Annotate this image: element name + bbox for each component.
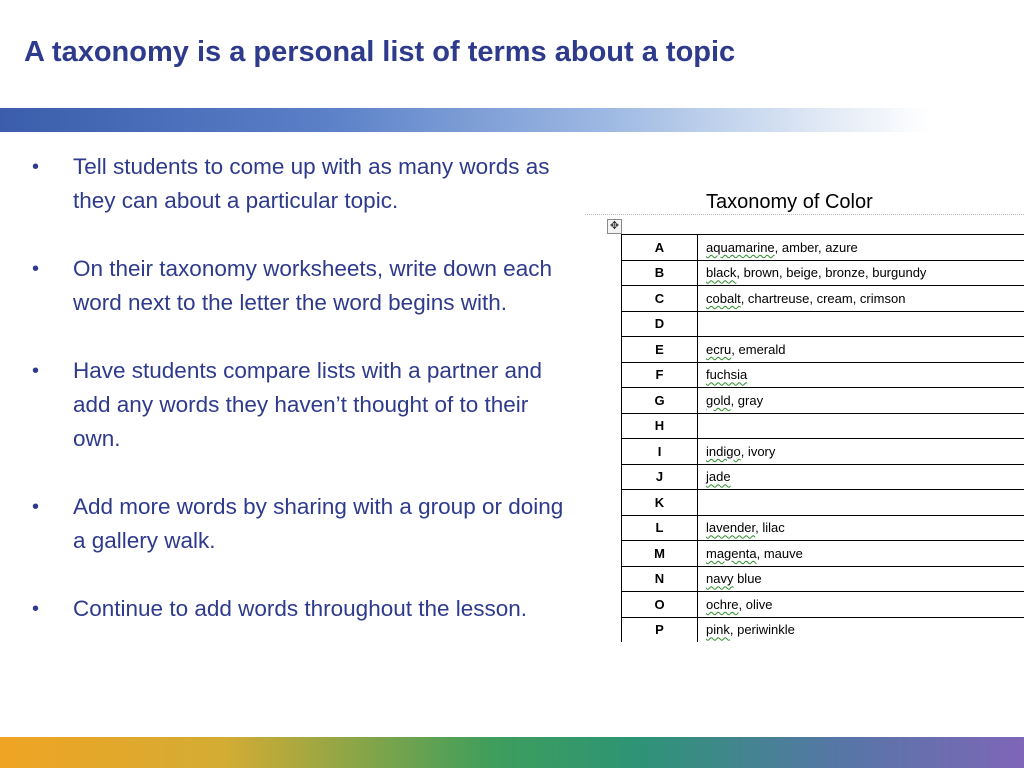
bullet-item (30, 354, 580, 456)
misspelled-word: ochre (706, 596, 739, 612)
taxonomy-letter: P (622, 617, 698, 642)
word-list-rest: , lilac (755, 520, 785, 536)
misspelled-word: navy (706, 571, 734, 587)
word-list-rest: blue (733, 571, 762, 587)
taxonomy-words[interactable] (698, 235, 1024, 261)
taxonomy-words[interactable] (698, 362, 1024, 388)
taxonomy-letter: I (622, 439, 698, 465)
taxonomy-table (621, 234, 1024, 642)
taxonomy-row (622, 592, 1024, 618)
misspelled-word: jade (706, 469, 731, 485)
taxonomy-letter: M (622, 541, 698, 567)
taxonomy-words[interactable] (698, 337, 1024, 363)
taxonomy-title: Taxonomy of Color (706, 191, 873, 213)
bullet-list (30, 150, 580, 660)
taxonomy-row (622, 541, 1024, 567)
taxonomy-letter: B (622, 260, 698, 286)
taxonomy-words[interactable] (698, 439, 1024, 465)
taxonomy-row (622, 388, 1024, 414)
taxonomy-row (622, 362, 1024, 388)
taxonomy-row (622, 337, 1024, 363)
taxonomy-row (622, 413, 1024, 439)
taxonomy-letter: N (622, 566, 698, 592)
taxonomy-words[interactable] (698, 388, 1024, 414)
bullet-text: Continue to add words throughout the lesson. (73, 596, 528, 621)
taxonomy-letter: J (622, 464, 698, 490)
word-list-rest: , mauve (756, 545, 803, 561)
taxonomy-words[interactable] (698, 413, 1024, 439)
taxonomy-row (622, 617, 1024, 642)
bullet-item (30, 592, 580, 626)
taxonomy-letter: C (622, 286, 698, 312)
bullet-dot: • (32, 156, 40, 178)
taxonomy-row (622, 235, 1024, 261)
taxonomy-letter: L (622, 515, 698, 541)
word-list-rest: , brown, beige, bronze, burgundy (736, 265, 927, 281)
misspelled-word: magenta (706, 545, 757, 561)
taxonomy-row (622, 490, 1024, 516)
slide-title: A taxonomy is a personal list of terms about a topic (24, 36, 736, 68)
bullet-dot: • (32, 598, 40, 620)
bullet-item (30, 252, 580, 320)
bullet-text: On their taxonomy worksheets, write down each word next to the letter the word begins with. (73, 256, 552, 315)
word-list-rest: , gray (730, 392, 764, 408)
bullet-dot: • (32, 496, 40, 518)
taxonomy-words[interactable] (698, 592, 1024, 618)
table-move-handle-icon[interactable]: ✥ (607, 219, 622, 234)
misspelled-word: aquamarine (706, 239, 775, 255)
taxonomy-row (622, 464, 1024, 490)
bullet-text: Tell students to come up with as many words as they can about a particular topic. (73, 154, 550, 213)
misspelled-word: ecru (706, 341, 732, 357)
taxonomy-letter: F (622, 362, 698, 388)
misspelled-word: black (706, 265, 737, 281)
taxonomy-row (622, 439, 1024, 465)
taxonomy-letter: O (622, 592, 698, 618)
misspelled-word: fuchsia (706, 367, 748, 383)
word-list-rest: , ivory (740, 443, 776, 459)
misspelled-word: pink (706, 622, 730, 638)
taxonomy-words[interactable] (698, 515, 1024, 541)
taxonomy-words[interactable] (698, 490, 1024, 516)
bullet-dot: • (32, 360, 40, 382)
bullet-text: Add more words by sharing with a group or doing a gallery walk. (73, 494, 564, 553)
misspelled-word: lavender (706, 520, 756, 536)
taxonomy-letter: H (622, 413, 698, 439)
word-list-rest: , periwinkle (729, 622, 795, 638)
word-list-rest: , emerald (731, 341, 786, 357)
bullet-item (30, 490, 580, 558)
taxonomy-words[interactable] (698, 617, 1024, 642)
footer-gradient-bar (0, 737, 1024, 768)
word-list-rest: , chartreuse, cream, crimson (740, 290, 906, 306)
taxonomy-row (622, 566, 1024, 592)
taxonomy-words[interactable] (698, 260, 1024, 286)
bullet-item (30, 150, 580, 218)
misspelled-word: gold (706, 392, 731, 408)
taxonomy-words[interactable] (698, 286, 1024, 312)
taxonomy-letter: D (622, 311, 698, 337)
taxonomy-row (622, 260, 1024, 286)
taxonomy-letter: A (622, 235, 698, 261)
bullet-dot: • (32, 258, 40, 280)
taxonomy-row (622, 286, 1024, 312)
bullet-text: Have students compare lists with a partner and add any words they haven’t thought of to their own. (73, 358, 542, 451)
table-top-rule (585, 214, 1024, 215)
misspelled-word: cobalt (706, 290, 741, 306)
taxonomy-row (622, 515, 1024, 541)
taxonomy-row (622, 311, 1024, 337)
taxonomy-words[interactable] (698, 566, 1024, 592)
word-list-rest: , amber, azure (774, 239, 858, 255)
taxonomy-words[interactable] (698, 311, 1024, 337)
word-list-rest: , olive (738, 596, 773, 612)
misspelled-word: indigo (706, 443, 741, 459)
taxonomy-letter: K (622, 490, 698, 516)
taxonomy-words[interactable] (698, 541, 1024, 567)
title-gradient-bar (0, 108, 930, 132)
taxonomy-words[interactable] (698, 464, 1024, 490)
taxonomy-letter: G (622, 388, 698, 414)
taxonomy-letter: E (622, 337, 698, 363)
